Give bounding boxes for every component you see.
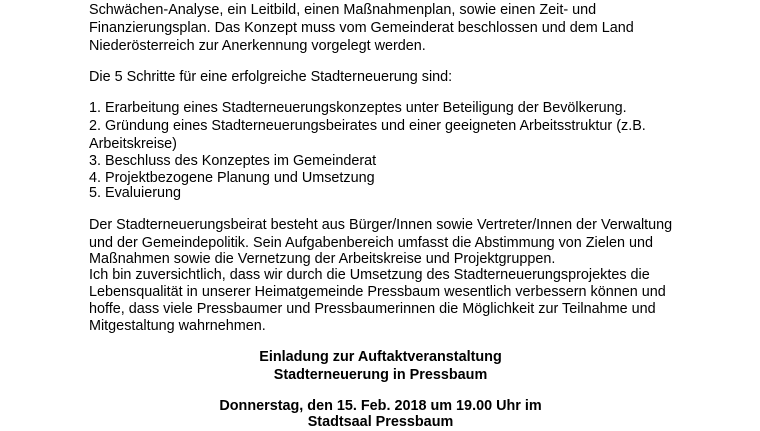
invitation-title: Einladung zur Auftaktveranstaltung	[259, 349, 502, 365]
step-item: 3. Beschluss des Konzeptes im Gemeinderat	[89, 153, 377, 169]
body-line: Maßnahmen sowie die Vernetzung der Arbeitskreise und Projektgruppen.	[89, 251, 556, 267]
intro-line: Schwächen-Analyse, ein Leitbild, einen Maßnahmenplan, sowie einen Zeit- und	[89, 2, 597, 18]
steps-heading: Die 5 Schritte für eine erfolgreiche Stadterneuerung sind:	[89, 69, 453, 85]
step-item: 2. Gründung eines Stadterneuerungsbeirates und einer geeigneten Arbeitsstruktur (z.B.	[89, 118, 646, 134]
intro-line: Finanzierungsplan. Das Konzept muss vom Gemeinderat beschlossen und dem Land	[89, 20, 634, 36]
body-line: Ich bin zuversichtlich, dass wir durch die Umsetzung des Stadterneuerungsprojektes die	[89, 267, 650, 283]
body-line: Der Stadterneuerungsbeirat besteht aus Bürger/Innen sowie Vertreter/Innen der Verwaltung	[89, 217, 673, 233]
step-item: 1. Erarbeitung eines Stadterneuerungskonzeptes unter Beteiligung der Bevölkerung.	[89, 100, 627, 116]
step-item: 4. Projektbezogene Planung und Umsetzung	[89, 170, 375, 186]
event-location: Stadtsaal Pressbaum	[307, 414, 454, 430]
body-line: Lebensqualität in unserer Heimatgemeinde Pressbaum wesentlich verbessern können und	[89, 284, 666, 300]
body-line: Mitgestaltung wahrnehmen.	[89, 318, 266, 334]
step-item: Arbeitskreise)	[89, 136, 177, 152]
body-line: hoffe, dass viele Pressbaumer und Pressbaumerinnen die Möglichkeit zur Teilnahme und	[89, 301, 656, 317]
body-line: und der Gemeindepolitik. Sein Aufgabenbereich umfasst die Abstimmung von Zielen und	[89, 235, 653, 251]
event-date: Donnerstag, den 15. Feb. 2018 um 19.00 Uhr im	[219, 398, 542, 414]
invitation-subtitle: Stadterneuerung in Pressbaum	[273, 367, 488, 383]
step-item: 5. Evaluierung	[89, 185, 182, 201]
intro-line: Niederösterreich zur Anerkennung vorgelegt werden.	[89, 38, 426, 54]
